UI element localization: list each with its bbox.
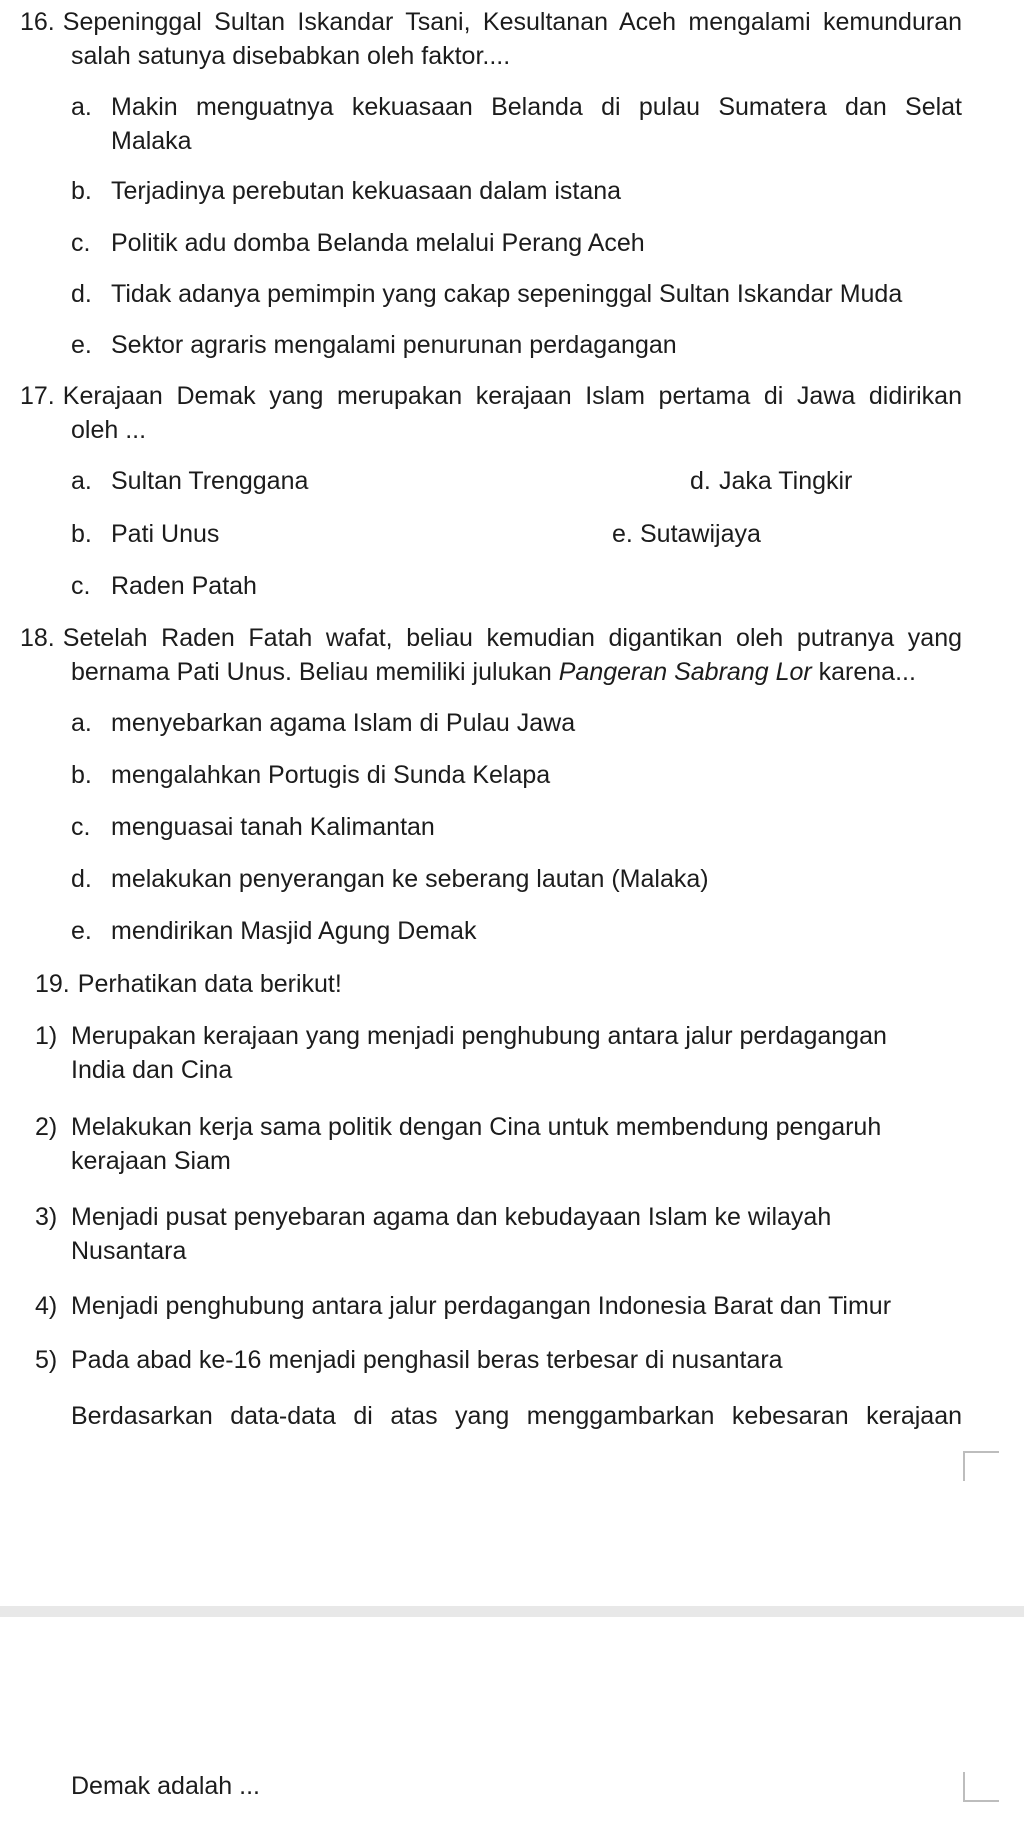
conclusion-line1: Berdasarkan data-data di atas yang menggambarkan kebesaran kerajaan (71, 1402, 962, 1430)
data-item-2-line2: kerajaan Siam (71, 1147, 231, 1175)
option-e-text: Sutawijaya (640, 520, 761, 548)
question-number: 18. (20, 624, 55, 652)
page-corner-mark (963, 1451, 999, 1481)
question-16-stem-line1 (20, 5, 962, 39)
option-letter: e. (71, 917, 92, 945)
option-a-text: menyebarkan agama Islam di Pulau Jawa (111, 709, 576, 737)
data-item-1-line1: Merupakan kerajaan yang menjadi penghubung antara jalur perdagangan (71, 1022, 887, 1050)
page-separator (0, 1606, 1024, 1617)
option-letter: a. (71, 467, 92, 495)
option-b-text: Terjadinya perebutan kekuasaan dalam istana (111, 177, 622, 205)
option-letter: d. (71, 280, 92, 308)
option-letter: b. (71, 761, 92, 789)
question-number: 16. (20, 8, 55, 36)
option-letter: b. (71, 520, 92, 548)
data-item-5-line1: Pada abad ke-16 menjadi penghasil beras terbesar di nusantara (71, 1346, 783, 1374)
data-item-3-line1: Menjadi pusat penyebaran agama dan kebudayaan Islam ke wilayah (71, 1203, 832, 1231)
option-e-text: Sektor agraris mengalami penurunan perdagangan (111, 331, 677, 359)
question-text: karena... (811, 658, 916, 686)
option-b-text: mengalahkan Portugis di Sunda Kelapa (111, 761, 551, 789)
question-number: 17. (20, 382, 55, 410)
conclusion-line2: Demak adalah ... (71, 1772, 260, 1800)
option-letter: a. (71, 709, 92, 737)
question-17-stem-line2: oleh ... (71, 416, 147, 444)
data-item-number: 4) (35, 1292, 58, 1320)
question-text: Sepeninggal Sultan Iskandar Tsani, Kesultanan Aceh mengalami kemunduran (62, 8, 962, 36)
option-c-text: Politik adu domba Belanda melalui Perang Aceh (111, 229, 645, 257)
page-corner-mark (963, 1772, 999, 1802)
data-item-number: 5) (35, 1346, 58, 1374)
option-letter: c. (71, 813, 91, 841)
data-item-number: 1) (35, 1022, 58, 1050)
option-letter: b. (71, 177, 92, 205)
data-item-2-line1: Melakukan kerja sama politik dengan Cina untuk membendung pengaruh (71, 1113, 882, 1141)
option-d-text: melakukan penyerangan ke seberang lautan (Malaka) (111, 865, 709, 893)
option-letter: e. (612, 520, 633, 548)
question-16-stem-line2: salah satunya disebabkan oleh faktor.... (71, 42, 511, 70)
question-text: Perhatikan data berikut! (77, 970, 342, 998)
option-a-text: Sultan Trenggana (111, 467, 309, 495)
option-d-text: Tidak adanya pemimpin yang cakap sepeninggal Sultan Iskandar Muda (111, 280, 903, 308)
option-c-text: Raden Patah (111, 572, 257, 600)
option-e-text: mendirikan Masjid Agung Demak (111, 917, 477, 945)
data-item-number: 2) (35, 1113, 58, 1141)
question-text: bernama Pati Unus. Beliau memiliki julukan (71, 658, 559, 686)
data-item-4-line1: Menjadi penghubung antara jalur perdagangan Indonesia Barat dan Timur (71, 1292, 892, 1320)
question-18-stem-line1 (20, 621, 962, 655)
question-number: 19. (35, 970, 70, 998)
option-a-text-line2: Malaka (111, 127, 192, 155)
option-c-text: menguasai tanah Kalimantan (111, 813, 435, 841)
data-item-number: 3) (35, 1203, 58, 1231)
question-18-stem-line2 (71, 655, 916, 689)
option-letter: a. (71, 93, 92, 121)
option-letter: c. (71, 229, 91, 257)
option-a-text-line1: Makin menguatnya kekuasaan Belanda di pulau Sumatera dan Selat (111, 93, 962, 121)
option-letter: d. (71, 865, 92, 893)
option-d-text: Jaka Tingkir (719, 467, 853, 495)
question-text: Kerajaan Demak yang merupakan kerajaan Islam pertama di Jawa didirikan (62, 382, 962, 410)
option-letter: e. (71, 331, 92, 359)
data-item-3-line2: Nusantara (71, 1237, 187, 1265)
question-17-stem-line1 (20, 379, 962, 413)
question-text: Setelah Raden Fatah wafat, beliau kemudian digantikan oleh putranya yang (62, 624, 962, 652)
italic-title: Pangeran Sabrang Lor (558, 658, 812, 686)
question-19-stem (35, 967, 342, 1001)
option-letter: d. (690, 467, 711, 495)
data-item-1-line2: India dan Cina (71, 1056, 233, 1084)
option-b-text: Pati Unus (111, 520, 220, 548)
option-letter: c. (71, 572, 91, 600)
